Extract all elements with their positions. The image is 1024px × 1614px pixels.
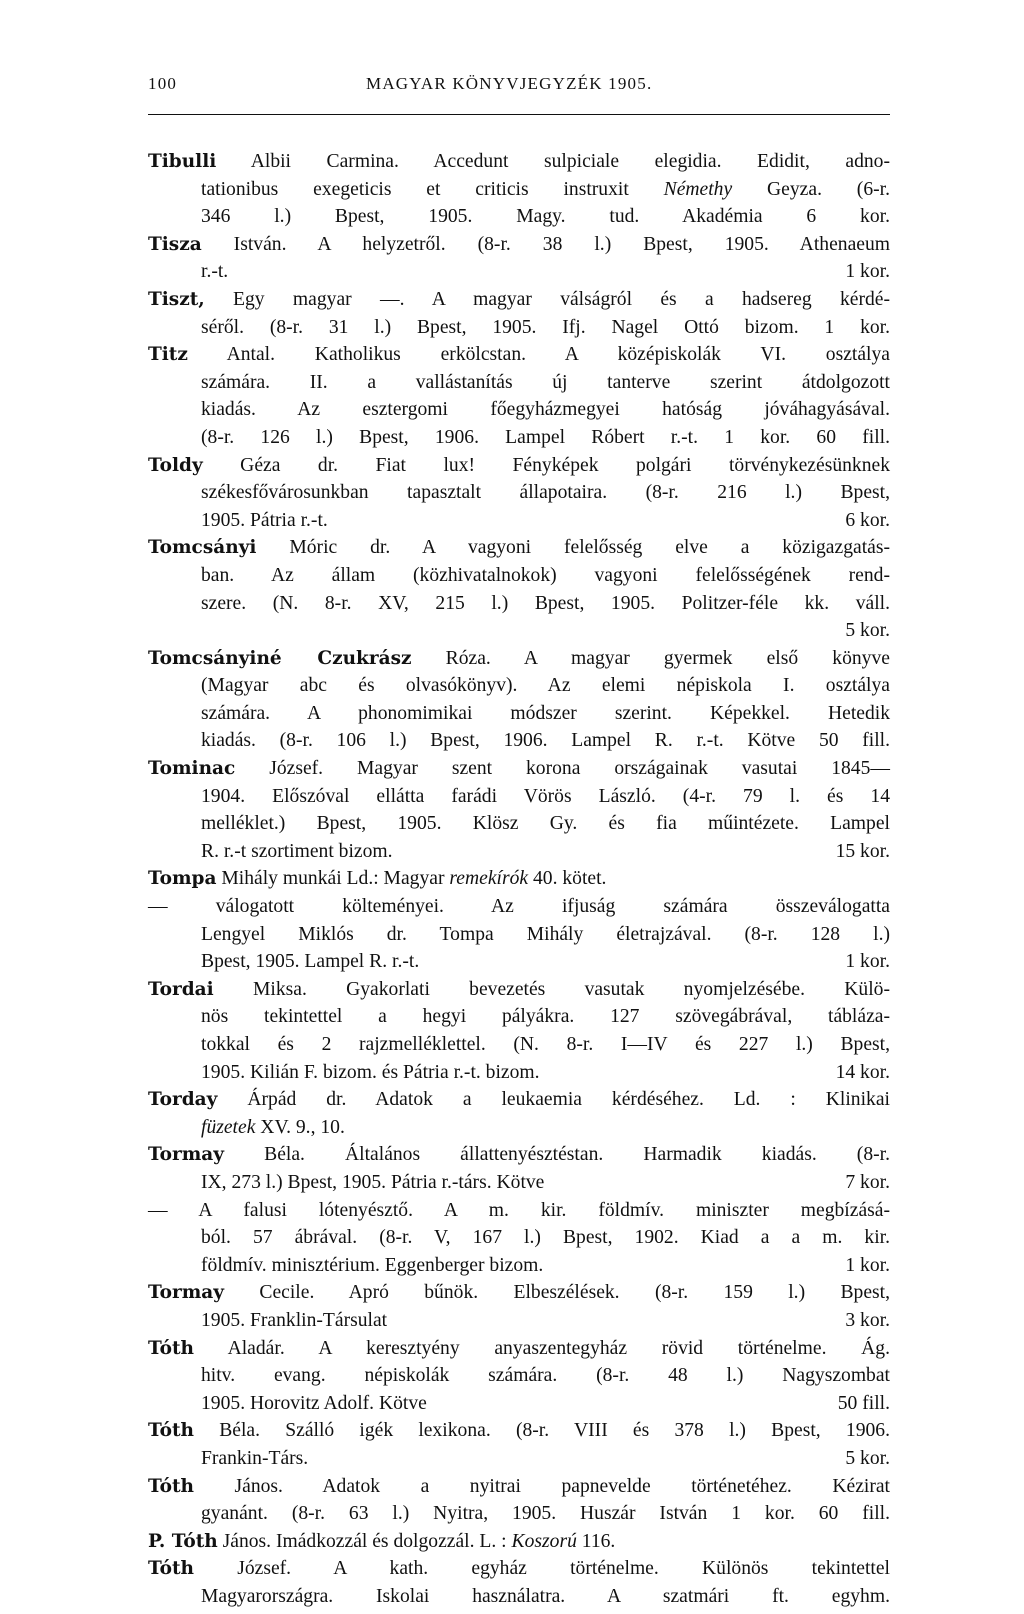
entry-text (148, 1531, 615, 1552)
entry-segment: Magyarországra. Iskolai használatra. A szatmári ft. egyhm. (201, 1585, 890, 1607)
price: 1 kor. (845, 951, 890, 973)
entry-segment: József. A kath. egyház történelme. Különös tekintettel (193, 1558, 890, 1580)
header-rule (148, 114, 890, 115)
entry-segment: Miksa. Gyakorlati bevezetés vasutak nyomjelzésébe. Külö- (213, 978, 890, 1000)
entry-segment: séről. (8-r. 31 l.) Bpest, 1905. Ifj. Nagel Ottó bizom. 1 kor. (201, 316, 890, 338)
entry-line (148, 590, 890, 618)
entry-text (148, 758, 890, 779)
author-name: Tormay (148, 1144, 225, 1166)
entry-text (201, 206, 890, 227)
entry-text (201, 1227, 890, 1248)
entry-line (148, 1500, 890, 1528)
entry-text (201, 1006, 890, 1027)
price: 5 kor. (845, 1447, 890, 1469)
entry-text (201, 1117, 345, 1138)
author-name: Torday (148, 1089, 218, 1111)
entry-line (148, 727, 890, 755)
entry-segment: 1905. Kilián F. bizom. és Pátria r.-t. bizom. (201, 1061, 540, 1083)
entry-text (201, 675, 890, 696)
entry-segment: Mihály munkái Ld.: Magyar (216, 868, 450, 890)
entry-line (148, 1335, 890, 1363)
author-name: Toldy (148, 454, 203, 476)
entry-segment: R. r.-t szortiment bizom. (201, 840, 393, 862)
entry-line (148, 921, 890, 949)
author-name: Tisza (148, 233, 202, 255)
entry-segment: Géza dr. Fiat lux! Fényképek polgári törvénykezésünknek (202, 454, 890, 476)
entry-segment: 346 l.) Bpest, 1905. Magy. tud. Akadémia 6 kor. (201, 206, 890, 228)
entry-text (148, 344, 890, 365)
entry-segment: Árpád dr. Adatok a leukaemia kérdéséhez. Ld. : Klinikai (217, 1089, 890, 1111)
entry-text (201, 730, 890, 751)
entry-text (201, 427, 890, 448)
entry-text (148, 455, 890, 476)
entry-text (201, 507, 328, 535)
entry-segment: földmív. minisztérium. Eggenberger bizom. (201, 1254, 544, 1276)
entry-segment: — A falusi lótenyésztő. A m. kir. földmív. miniszter megbízásá- (148, 1199, 890, 1221)
entry-line (148, 1307, 890, 1335)
entry-text (148, 648, 890, 669)
author-name: Tomcsányiné Czukrász (148, 647, 412, 669)
author-name: Tompa (148, 868, 217, 890)
entry-text (201, 1307, 387, 1335)
entry-line (148, 479, 890, 507)
entry-segment: kiadás. Az esztergomi főegyházmegyei hatóság jóváhagyásával. (201, 399, 890, 421)
entry-text (148, 1558, 890, 1579)
entry-segment: Béla. Általános állattenyésztéstan. Harmadik kiadás. (8-r. (224, 1144, 890, 1166)
entry-text (148, 151, 890, 172)
entry-text (201, 565, 890, 586)
entry-segment: János. Imádkozzál és dolgozzál. L. : (217, 1530, 512, 1552)
entry-segment: Lengyel Miklós dr. Tompa Mihály életrajzával. (8-r. 128 l.) (201, 923, 890, 945)
entry-segment: Egy magyar —. A magyar válságról és a hadsereg kérdé- (204, 288, 890, 310)
entry-text (148, 1420, 890, 1441)
entry-segment: (8-r. 126 l.) Bpest, 1906. Lampel Róbert r.-t. 1 kor. 60 fill. (201, 426, 890, 448)
entry-text (148, 1200, 890, 1221)
price: 15 kor. (835, 840, 890, 862)
entry-line (148, 396, 890, 424)
entry-segment: ból. 57 ábrával. (8-r. V, 167 l.) Bpest, 1902. Kiad a a m. kir. (201, 1227, 890, 1249)
entry-line (148, 1197, 890, 1225)
entry-line (148, 1141, 890, 1169)
entry-line (148, 672, 890, 700)
entry-line (148, 976, 890, 1004)
entry-text (201, 786, 890, 807)
price: 1 kor. (845, 261, 890, 283)
entry-text (201, 482, 890, 503)
entry-line (148, 1031, 890, 1059)
entry-text (148, 234, 890, 255)
entry-line (148, 1169, 890, 1197)
entry-segment: Cecile. Apró bűnök. Elbeszélések. (8-r. 159 l.) Bpest, (224, 1282, 890, 1304)
entry-line (148, 452, 890, 480)
entry-segment: székesfővárosunkban tapasztalt állapotaira. (8-r. 216 l.) Bpest, (201, 482, 890, 504)
entry-text (201, 1034, 890, 1055)
price: 3 kor. (845, 1309, 890, 1331)
entry-segment: r.-t. (201, 261, 229, 283)
entry-line (148, 1473, 890, 1501)
entry-line (148, 1224, 890, 1252)
price: 7 kor. (845, 1171, 890, 1193)
entry-segment: kiadás. (8-r. 106 l.) Bpest, 1906. Lampel R. r.-t. Kötve 50 fill. (201, 730, 890, 752)
entry-segment: Albii Carmina. Accedunt sulpiciale elegidia. Edidit, adno- (216, 151, 890, 172)
author-name: Titz (148, 344, 188, 366)
author-name: Tóth (148, 1420, 194, 1442)
entry-line (148, 948, 890, 976)
entry-segment: Móric dr. A vagyoni felelősség elve a közigazgatás- (256, 537, 890, 559)
entry-segment: 40. kötet. (528, 868, 607, 890)
entry-text (148, 896, 890, 917)
entry-line (148, 424, 890, 452)
entry-text (201, 1169, 544, 1197)
entry-text (201, 1252, 543, 1280)
entry-line (148, 783, 890, 811)
entry-line (148, 286, 890, 314)
author-name: Tordai (148, 978, 214, 1000)
running-title: MAGYAR KÖNYVJEGYZÉK 1905. (366, 74, 653, 93)
entry-text (148, 1476, 890, 1497)
entry-segment: Bpest, 1905. Lampel R. r.-t. (201, 951, 420, 973)
entry-text (201, 813, 890, 834)
entry-segment: melléklet.) Bpest, 1905. Klösz Gy. és fia műintézete. Lampel (201, 813, 890, 835)
entry-line (148, 341, 890, 369)
entry-line (148, 231, 890, 259)
entry-segment: Geyza. (6-r. (732, 178, 891, 200)
entry-segment: — válogatott költeményei. Az ifjuság számára összeválogatta (148, 896, 890, 918)
entry-text (201, 1586, 890, 1607)
entry-segment: Aladár. A keresztyény anyaszentegyház rövid történelme. Ág. (193, 1337, 890, 1359)
entry-line (148, 700, 890, 728)
entry-text (201, 258, 228, 286)
entry-line (148, 810, 890, 838)
entry-line (148, 148, 890, 176)
entry-segment: Róza. A magyar gyermek első könyve (411, 647, 890, 669)
price: 5 kor. (845, 620, 890, 642)
entry-text (148, 868, 606, 889)
entry-line (148, 1003, 890, 1031)
entry-text (201, 924, 890, 945)
entry-line (148, 1086, 890, 1114)
entry-text (201, 179, 890, 200)
entry-segment: Frankin-Társ. (201, 1447, 309, 1469)
bibliography-entries (148, 148, 890, 1610)
author-name: Tóth (148, 1558, 194, 1580)
price: 50 fill. (837, 1392, 890, 1414)
entry-segment: XV. 9., 10. (255, 1116, 345, 1138)
entry-segment: 1904. Előszóval ellátta farádi Vörös László. (4-r. 79 l. és 14 (201, 785, 890, 807)
entry-line (148, 258, 890, 286)
price: 1 kor. (845, 1254, 890, 1276)
entry-line (148, 507, 890, 535)
entry-segment: János. Adatok a nyitrai papnevelde történetéhez. Kézirat (193, 1475, 890, 1497)
entry-text (201, 1503, 890, 1524)
entry-line (148, 314, 890, 342)
entry-segment: Antal. Katholikus erkölcstan. A középiskolák VI. osztálya (187, 344, 890, 366)
entry-segment: 1905. Horovitz Adolf. Kötve (201, 1392, 427, 1414)
entry-text (148, 1089, 890, 1110)
entry-text (148, 1282, 890, 1303)
entry-segment: nös tekintettel a hegyi pályákra. 127 szövegábrával, tábláza- (201, 1006, 890, 1028)
entry-line (148, 203, 890, 231)
entry-line (148, 617, 890, 645)
entry-text (201, 317, 890, 338)
entry-line (148, 1583, 890, 1611)
entry-line (148, 534, 890, 562)
entry-line (148, 1528, 890, 1556)
entry-line (148, 562, 890, 590)
entry-line (148, 1059, 890, 1087)
entry-text (201, 1059, 540, 1087)
entry-text (148, 1338, 890, 1359)
entry-segment: József. Magyar szent korona országainak vasutai 1845— (235, 758, 890, 780)
italic-text: füzetek (201, 1116, 256, 1138)
entry-line (148, 1445, 890, 1473)
entry-segment: hitv. evang. népiskolák számára. (8-r. 48 l.) Nagyszombat (201, 1365, 890, 1387)
entry-line (148, 838, 890, 866)
author-name: Tormay (148, 1282, 225, 1304)
entry-line (148, 1362, 890, 1390)
entry-segment: gyanánt. (8-r. 63 l.) Nyitra, 1905. Huszár István 1 kor. 60 fill. (201, 1503, 890, 1525)
entry-text (201, 372, 890, 393)
entry-segment: tationibus exegeticis et criticis instruxit (201, 178, 664, 200)
entry-segment: István. A helyzetről. (8-r. 38 l.) Bpest, 1905. Athenaeum (201, 233, 890, 255)
entry-segment: ban. Az állam (közhivatalnokok) vagyoni felelősségének rend- (201, 564, 890, 586)
entry-text (148, 289, 890, 310)
entry-text (148, 1144, 890, 1165)
entry-segment: tokkal és 2 rajzmelléklettel. (N. 8-r. I—IV és 227 l.) Bpest, (201, 1034, 890, 1055)
entry-text (148, 979, 890, 1000)
entry-segment: IX, 273 l.) Bpest, 1905. Pátria r.-társ. Kötve (201, 1171, 545, 1193)
author-name: Tóth (148, 1475, 194, 1497)
entry-line (148, 1279, 890, 1307)
entry-line (148, 645, 890, 673)
entry-line (148, 176, 890, 204)
italic-text: Koszorú (511, 1530, 577, 1552)
entry-segment: 1905. Pátria r.-t. (201, 509, 328, 531)
entry-segment: számára. II. a vallástanítás új tanterve szerint átdolgozott (201, 371, 890, 393)
price: 14 kor. (835, 1061, 890, 1083)
author-name: Tominac (148, 758, 236, 780)
entry-text (201, 399, 890, 420)
price: 6 kor. (845, 509, 890, 531)
entry-text (201, 703, 890, 724)
author-name: P. Tóth (148, 1530, 218, 1552)
entry-line (148, 865, 890, 893)
entry-line (148, 893, 890, 921)
entry-text (201, 838, 393, 866)
author-name: Tóth (148, 1337, 194, 1359)
entry-text (201, 593, 890, 614)
entry-segment: 1905. Franklin-Társulat (201, 1309, 388, 1331)
italic-text: remekírók (449, 868, 529, 890)
entry-segment: Béla. Szálló igék lexikona. (8-r. VIII és 378 l.) Bpest, 1906. (193, 1420, 890, 1442)
author-name: Tomcsányi (148, 537, 257, 559)
entry-line (148, 369, 890, 397)
entry-text (148, 537, 890, 558)
entry-line (148, 1390, 890, 1418)
entry-segment: 116. (576, 1530, 616, 1552)
page-number: 100 (148, 74, 178, 93)
entry-segment: számára. A phonomimikai módszer szerint. Képekkel. Hetedik (201, 702, 890, 724)
entry-text (201, 1365, 890, 1386)
entry-text (201, 1445, 308, 1473)
author-name: Tibulli (148, 151, 217, 172)
italic-text: Némethy (663, 178, 733, 200)
entry-segment: (Magyar abc és olvasókönyv). Az elemi népiskola I. osztálya (201, 675, 890, 697)
entry-line (148, 1417, 890, 1445)
entry-text (201, 948, 419, 976)
entry-segment: szere. (N. 8-r. XV, 215 l.) Bpest, 1905. Politzer-féle kk. váll. (201, 592, 890, 614)
entry-line (148, 1114, 890, 1142)
entry-text (201, 1390, 427, 1418)
author-name: Tiszt, (148, 288, 205, 310)
entry-line (148, 1252, 890, 1280)
entry-line (148, 755, 890, 783)
entry-line (148, 1555, 890, 1583)
